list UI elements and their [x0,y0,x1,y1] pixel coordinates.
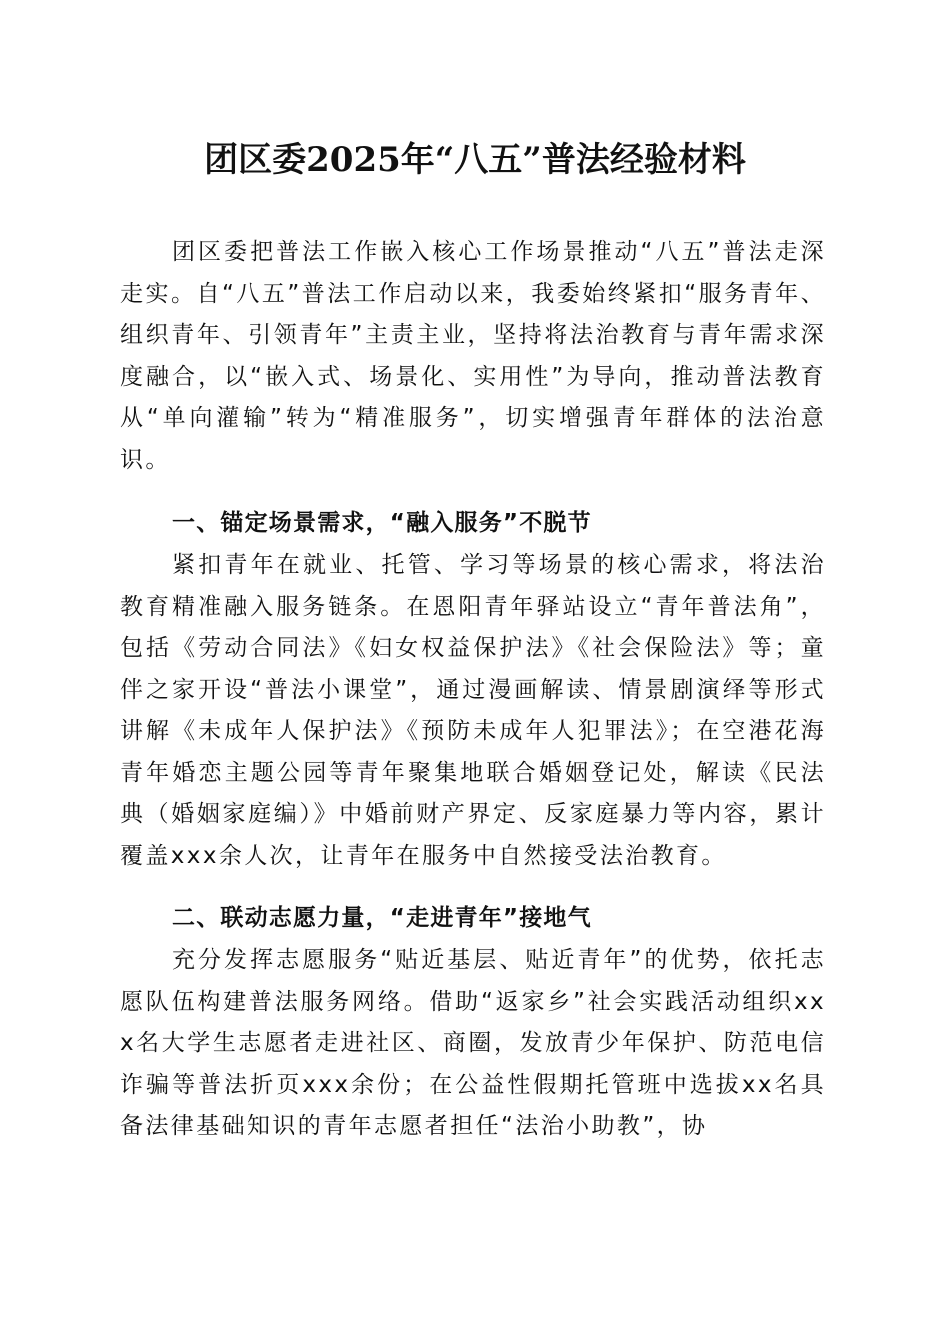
section-2-heading: 二、联动志愿力量，“走进青年”接地气 [172,905,592,931]
section-1-heading: 一、锚定场景需求，“融入服务”不脱节 [172,510,592,536]
intro-paragraph: 团区委把普法工作嵌入核心工作场景推动“八五”普法走深走实。自“八五”普法工作启动以来，我委始终紧扣“服务青年、组织青年、引领青年”主责主业，坚持将法治教育与青年需求深度融合，以“嵌入式、场景化、实用性”为导向，推动普法教育从“单向灌输”转为“精准服务”，切实增强青年群体的法治意识。 [120,239,826,473]
document-title: 团区委2025年“八五”普法经验材料 [204,140,746,180]
section-2-paragraph: 充分发挥志愿服务“贴近基层、贴近青年”的优势，依托志愿队伍构建普法服务网络。借助“返家乡”社会实践活动组织xxx名大学生志愿者走进社区、商圈，发放青少年保护、防范电信诈骗等普法折页xxx余份；在公益性假期托管班中选拔xx名具备法律基础知识的青年志愿者担任“法治小助教”，协 [120,947,826,1139]
section-1-paragraph: 紧扣青年在就业、托管、学习等场景的核心需求，将法治教育精准融入服务链条。在恩阳青年驿站设立“青年普法角”，包括《劳动合同法》《妇女权益保护法》《社会保险法》等；童伴之家开设“普法小课堂”，通过漫画解读、情景剧演绎等形式讲解《未成年人保护法》《预防未成年人犯罪法》；在空港花海青年婚恋主题公园等青年聚集地联合婚姻登记处，解读《民法典（婚姻家庭编）》中婚前财产界定、反家庭暴力等内容，累计覆盖xxx余人次，让青年在服务中自然接受法治教育。 [120,552,826,869]
